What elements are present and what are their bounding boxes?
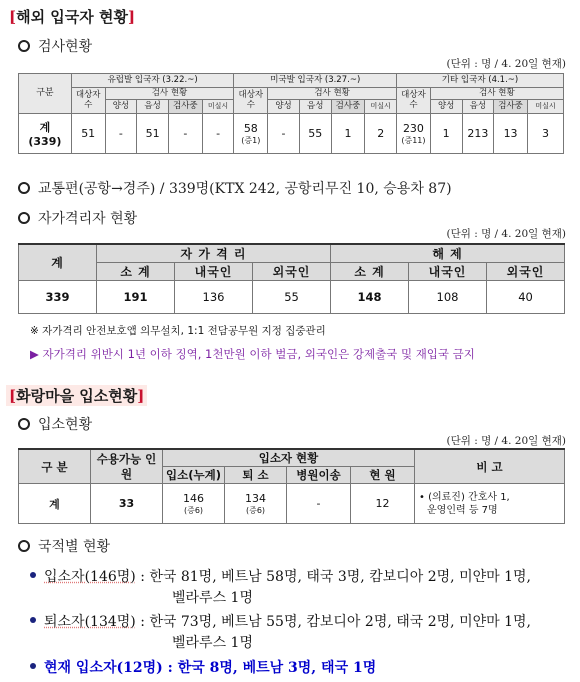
subjects-header: 대상자 수 <box>71 88 105 114</box>
col-status: 입소자 현황 <box>163 449 415 467</box>
group-released: 해 제 <box>331 244 565 263</box>
section-title-text: 해외 입국자 현황 <box>16 8 128 26</box>
group-other: 기타 입국자 (4.1.~) <box>397 74 564 88</box>
col-subtotal: 소 계 <box>97 263 175 281</box>
group-europe: 유럽발 입국자 (3.22.~) <box>71 74 234 88</box>
remarks-cell: • (의료진) 간호사 1, 운영인력 등 7명 <box>415 484 565 524</box>
col-negative: 음성 <box>299 100 331 114</box>
result-header: 검사 현황 <box>268 88 397 100</box>
circle-bullet-icon <box>18 540 30 552</box>
col-foreign: 외국인 <box>253 263 331 281</box>
list-item-continuation: 벨라루스 1명 <box>172 590 253 606</box>
section-title-village: [화랑마을 입소현황] <box>6 385 147 406</box>
col-remarks: 비 고 <box>415 449 565 484</box>
quarantine-warning: ▶ 자가격리 위반시 1년 이하 징역, 1천만원 이하 벌금, 외국인은 강제출국 및 재입국 금지 <box>30 347 475 361</box>
total-cell: 계 <box>19 484 91 524</box>
quarantine-domestic: 136 <box>175 281 253 314</box>
released-subtotal: 148 <box>331 281 409 314</box>
col-subtotal: 소 계 <box>331 263 409 281</box>
list-item: 입소자(146명) : 한국 81명, 베트남 58명, 태국 3명, 캄보디아 2명, 미얀마 1명, <box>30 566 531 586</box>
admission-table <box>18 448 565 524</box>
list-item-current: 현재 입소자(12명) : 한국 8명, 베트남 3명, 태국 1명 <box>30 657 376 677</box>
result-header: 검사 현황 <box>105 88 234 100</box>
list-item: 퇴소자(134명) : 한국 73명, 베트남 55명, 캄보디아 2명, 태국 2명, 미얀마 1명, <box>30 611 531 631</box>
self-quarantine-table <box>18 243 565 314</box>
hospital-cell: - <box>287 484 351 524</box>
section-title-text: 화랑마을 입소현황 <box>16 387 138 405</box>
capacity-cell: 33 <box>91 484 163 524</box>
inspection-unit: (단위 : 명 / 4. 20일 현재) <box>446 58 566 70</box>
other-untested: 3 <box>527 114 563 154</box>
dot-bullet-icon <box>30 663 36 669</box>
discharged-cell: 134 (증6) <box>225 484 287 524</box>
transport-heading: 교통편(공항→경주) / 339명(KTX 242, 공항리무진 10, 승용차 87) <box>18 178 452 198</box>
usa-positive: - <box>268 114 300 154</box>
circle-bullet-icon <box>18 182 30 194</box>
usa-subjects: 58 (증1) <box>234 114 268 154</box>
table-row <box>19 281 565 314</box>
col-positive: 양성 <box>105 100 137 114</box>
released-domestic: 108 <box>409 281 487 314</box>
col-hospital: 병원이송 <box>287 467 351 484</box>
col-domestic: 내국인 <box>175 263 253 281</box>
dot-bullet-icon <box>30 617 36 623</box>
other-positive: 1 <box>430 114 462 154</box>
col-discharged: 퇴 소 <box>225 467 287 484</box>
admitted-cell: 146 (증6) <box>163 484 225 524</box>
quarantine-foreign: 55 <box>253 281 331 314</box>
row-header: 구분 <box>19 74 72 114</box>
inspection-table <box>18 73 564 154</box>
col-testing: 검사중 <box>168 100 202 114</box>
subjects-header: 대상자 수 <box>397 88 431 114</box>
circle-bullet-icon <box>18 212 30 224</box>
selfq-heading: 자가격리자 현황 <box>18 208 137 228</box>
total-cell: 339 <box>19 281 97 314</box>
usa-negative: 55 <box>299 114 331 154</box>
group-usa: 미국발 입국자 (3.27.~) <box>234 74 397 88</box>
europe-untested: - <box>202 114 234 154</box>
other-negative: 213 <box>462 114 494 154</box>
col-testing: 검사중 <box>494 100 528 114</box>
nationality-heading: 국적별 현황 <box>18 536 110 556</box>
col-foreign: 외국인 <box>487 263 565 281</box>
europe-negative: 51 <box>137 114 169 154</box>
col-negative: 음성 <box>462 100 494 114</box>
circle-bullet-icon <box>18 418 30 430</box>
col-positive: 양성 <box>268 100 300 114</box>
result-header: 검사 현황 <box>430 88 563 100</box>
table-row <box>19 484 565 524</box>
dot-bullet-icon <box>30 572 36 578</box>
col-domestic: 내국인 <box>409 263 487 281</box>
col-negative: 음성 <box>137 100 169 114</box>
col-division: 구 분 <box>19 449 91 484</box>
table-row <box>19 114 564 154</box>
col-positive: 양성 <box>430 100 462 114</box>
col-untested: 미실시 <box>365 100 397 114</box>
col-admitted: 입소(누계) <box>163 467 225 484</box>
released-foreign: 40 <box>487 281 565 314</box>
europe-testing: - <box>168 114 202 154</box>
other-testing: 13 <box>494 114 528 154</box>
quarantine-note: ※ 자가격리 안전보호앱 의무설치, 1:1 전담공무원 지정 집중관리 <box>30 325 326 337</box>
admission-heading: 입소현황 <box>18 414 92 434</box>
current-cell: 12 <box>351 484 415 524</box>
admission-unit: (단위 : 명 / 4. 20일 현재) <box>446 435 566 447</box>
col-testing: 검사중 <box>331 100 365 114</box>
col-capacity: 수용가능 인 원 <box>91 449 163 484</box>
col-untested: 미실시 <box>527 100 563 114</box>
europe-subjects: 51 <box>71 114 105 154</box>
usa-testing: 1 <box>331 114 365 154</box>
usa-untested: 2 <box>365 114 397 154</box>
quarantine-subtotal: 191 <box>97 281 175 314</box>
total-header: 계 <box>19 244 97 281</box>
section-title-overseas: [해외 입국자 현황] <box>9 8 136 26</box>
col-untested: 미실시 <box>202 100 234 114</box>
subjects-header: 대상자 수 <box>234 88 268 114</box>
inspection-heading: 검사현황 <box>18 36 92 56</box>
total-cell: 계 (339) <box>19 114 72 154</box>
other-subjects: 230 (증11) <box>397 114 431 154</box>
col-current: 현 원 <box>351 467 415 484</box>
europe-positive: - <box>105 114 137 154</box>
group-quarantine: 자 가 격 리 <box>97 244 331 263</box>
selfq-unit: (단위 : 명 / 4. 20일 현재) <box>446 228 566 240</box>
circle-bullet-icon <box>18 40 30 52</box>
list-item-continuation: 벨라루스 1명 <box>172 635 253 651</box>
